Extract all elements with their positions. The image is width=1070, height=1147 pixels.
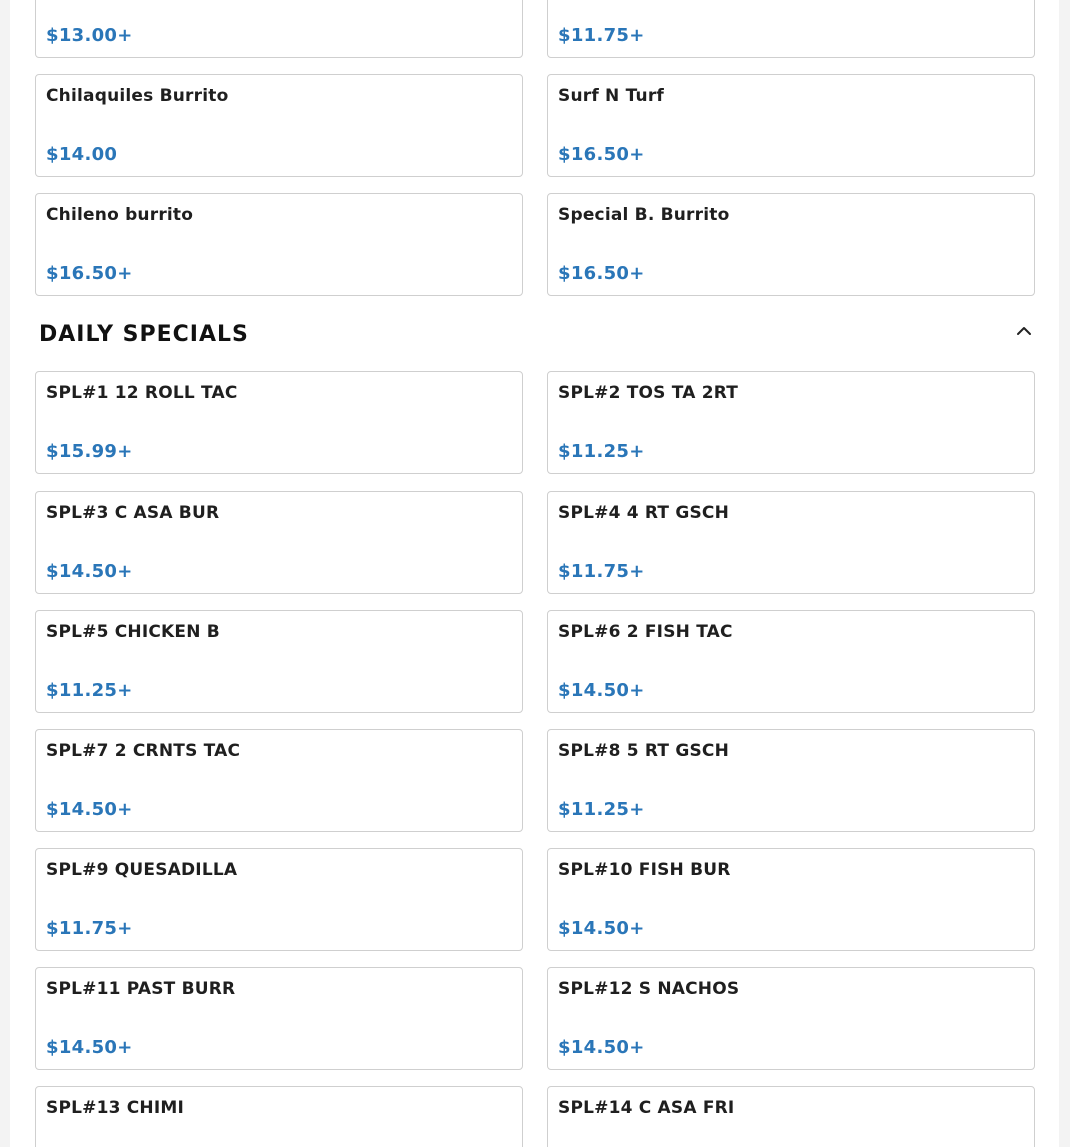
- menu-item-price: $11.25+: [46, 680, 133, 701]
- menu-item-price: $14.50+: [558, 1037, 645, 1058]
- menu-item-card[interactable]: [35, 729, 523, 832]
- menu-item-price: $16.50+: [558, 263, 645, 284]
- menu-item-price: $11.25+: [558, 799, 645, 820]
- menu-item-name: SPL#8 5 RT GSCH: [558, 741, 730, 761]
- menu-item-name: SPL#1 12 ROLL TAC: [46, 383, 238, 403]
- menu-item-card[interactable]: [35, 967, 523, 1070]
- menu-item-name: SPL#2 TOS TA 2RT: [558, 383, 739, 403]
- menu-item-price: $14.50+: [46, 561, 133, 582]
- chevron-up-icon: [1013, 319, 1035, 341]
- menu-item-price: $14.00: [46, 144, 118, 165]
- menu-item-card[interactable]: [35, 74, 523, 177]
- menu-item-card[interactable]: [547, 1086, 1035, 1147]
- menu-item-card[interactable]: [547, 371, 1035, 474]
- menu-page: [10, 0, 1059, 1147]
- menu-item-price: $11.75+: [46, 918, 133, 939]
- menu-item-price: $14.50+: [46, 1037, 133, 1058]
- menu-item-price: $11.25+: [558, 441, 645, 462]
- menu-item-card[interactable]: [35, 848, 523, 951]
- menu-item-name: SPL#5 CHICKEN B: [46, 622, 220, 642]
- menu-item-name: SPL#6 2 FISH TAC: [558, 622, 733, 642]
- menu-item-price: $14.50+: [558, 918, 645, 939]
- menu-item-name: SPL#4 4 RT GSCH: [558, 503, 730, 523]
- menu-item-name: SPL#10 FISH BUR: [558, 860, 731, 880]
- menu-item-card[interactable]: [547, 193, 1035, 296]
- menu-item-card[interactable]: [35, 371, 523, 474]
- menu-item-price: $11.75+: [558, 561, 645, 582]
- menu-item-price: $15.99+: [46, 441, 133, 462]
- menu-item-price: $13.00+: [46, 25, 133, 46]
- menu-item-name: SPL#11 PAST BURR: [46, 979, 236, 999]
- menu-item-card[interactable]: [547, 729, 1035, 832]
- menu-item-card[interactable]: [547, 610, 1035, 713]
- menu-item-name: SPL#14 C ASA FRI: [558, 1098, 735, 1118]
- menu-item-card[interactable]: [547, 967, 1035, 1070]
- menu-item-name: Surf N Turf: [558, 86, 665, 106]
- menu-item-name: Special B. Burrito: [558, 205, 730, 225]
- menu-item-card[interactable]: [547, 0, 1035, 58]
- menu-item-price: $16.50+: [558, 144, 645, 165]
- menu-item-name: SPL#13 CHIMI: [46, 1098, 185, 1118]
- menu-item-card[interactable]: [35, 0, 523, 58]
- menu-item-name: SPL#3 C ASA BUR: [46, 503, 220, 523]
- menu-item-price: $14.50+: [46, 799, 133, 820]
- menu-item-card[interactable]: [547, 848, 1035, 951]
- menu-item-name: Chileno burrito: [46, 205, 194, 225]
- menu-item-name: Chilaquiles Burrito: [46, 86, 229, 106]
- menu-item-price: $11.75+: [558, 25, 645, 46]
- collapse-section-button[interactable]: [1013, 319, 1035, 341]
- menu-item-price: $16.50+: [46, 263, 133, 284]
- menu-item-name: SPL#9 QUESADILLA: [46, 860, 238, 880]
- menu-item-name: SPL#7 2 CRNTS TAC: [46, 741, 241, 761]
- menu-item-card[interactable]: [35, 193, 523, 296]
- menu-item-card[interactable]: [547, 491, 1035, 594]
- menu-item-card[interactable]: [35, 491, 523, 594]
- menu-item-card[interactable]: [547, 74, 1035, 177]
- menu-item-name: SPL#12 S NACHOS: [558, 979, 740, 999]
- menu-item-price: $14.50+: [558, 680, 645, 701]
- menu-item-card[interactable]: [35, 1086, 523, 1147]
- menu-item-card[interactable]: [35, 610, 523, 713]
- section-title: DAILY SPECIALS: [39, 322, 249, 347]
